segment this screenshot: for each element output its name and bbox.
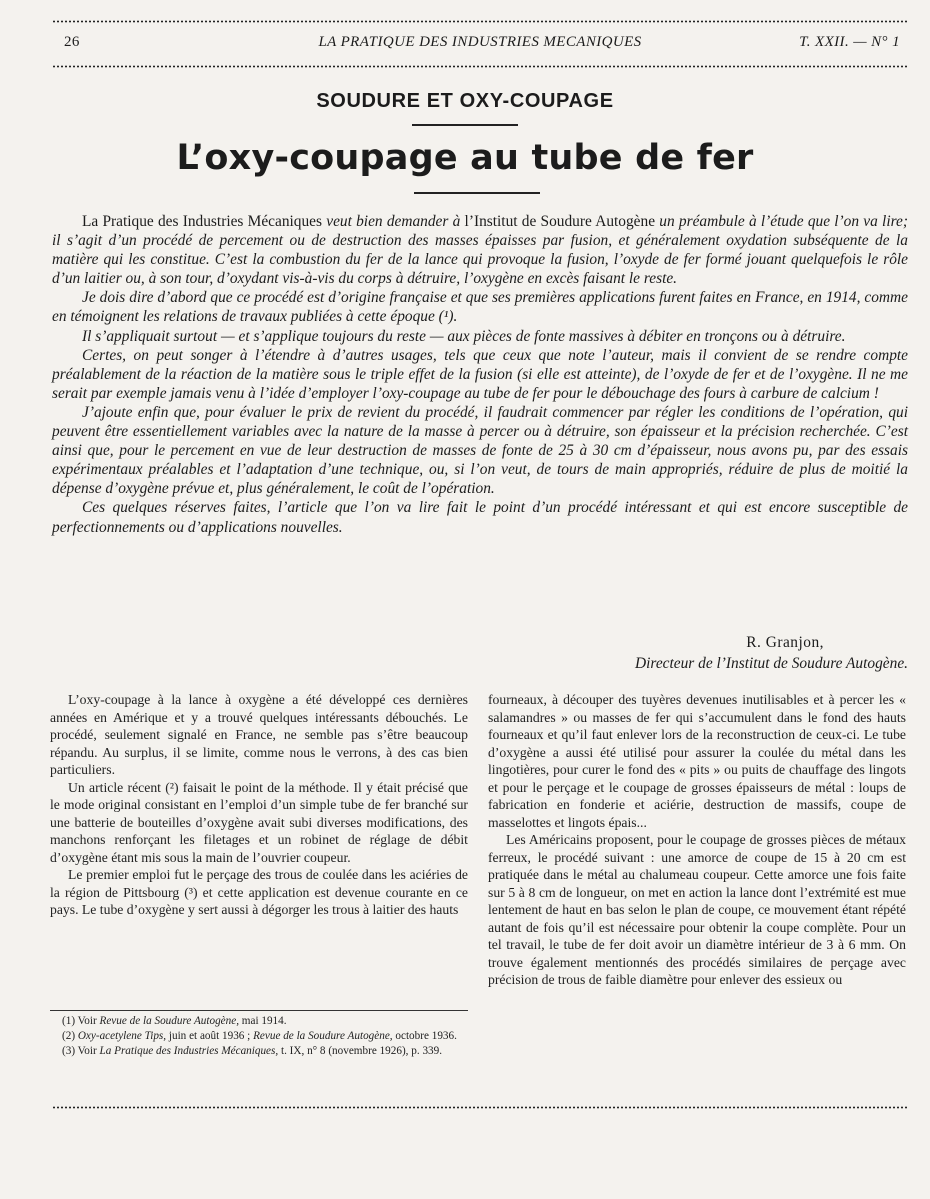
body-paragraph: Le premier emploi fut le perçage des trous de coulée dans les aciéries de la région de Pittsbourg (³) et cette application est devenue courante en ce pays. Le tube d’oxygène y sert aussi à dégorger les trous à laitier des hauts xyxy=(50,867,468,917)
section-heading: SOUDURE ET OXY-COUPAGE xyxy=(316,90,614,112)
preamble-paragraph: Je dois dire d’abord que ce procédé est d’origine française et que ses premières applications furent faites en France, en 1914, comme en témoignent les relations de travaux publiées à cette époque (¹). xyxy=(52,289,908,326)
footnote: (1) Voir Revue de la Soudure Autogène, mai 1914. xyxy=(62,1015,287,1027)
editorial-preamble xyxy=(52,212,908,537)
article-title: L’oxy-coupage au tube de fer xyxy=(176,138,754,178)
signature-role: Directeur de l’Institut de Soudure Autogène. xyxy=(635,655,908,672)
body-paragraph: L’oxy-coupage à la lance à oxygène a été développé ces dernières années en Amérique et y a trouvé quelques intéressants débouchés. Le procédé, seulement signalé en France, ne semble pas s’être beaucoup répandu. Au surplus, il se limite, comme nous le verrons, à des cas bien particuliers. xyxy=(50,692,468,777)
running-header xyxy=(52,34,908,56)
page-number: 26 xyxy=(64,34,80,50)
preamble-paragraph: Ces quelques réserves faites, l’article que l’on va lire fait le point d’un procédé intéressant et qui est encore susceptible de perfectionnements ou d’applications nouvelles. xyxy=(52,499,908,536)
preamble-paragraph: J’ajoute enfin que, pour évaluer le prix de revient du procédé, il faudrait commencer par régler les conditions de l’opération, qui peuvent être essentiellement variables avec la nature de la masse à percer ou à détruire, son épaisseur et la précision recherchée. C’est ainsi que, pour le percement en vue de leur destruction de masses de fonte de 25 à 30 cm d’épaisseur, nous avons pu, par des essais expérimentaux préalables et l’adaptation d’une technique, ou, si l’on veut, de tours de main appropriés, réduire de plus de moitié la dépense d’oxygène prévue et, plus généralement, le coût de l’opération. xyxy=(52,403,908,498)
footnote: (2) Oxy-acetylene Tips, juin et août 1936 ; Revue de la Soudure Autogène, octobre 1936. xyxy=(62,1030,457,1042)
title-divider xyxy=(414,192,540,194)
body-column-left xyxy=(50,691,468,919)
body-column-right xyxy=(488,691,906,989)
preamble-paragraph: Certes, on peut songer à l’étendre à d’autres usages, tels que ceux que note l’auteur, mais il convient de se rendre compte préalablement de la réaction de la matière sous le triple effet de la fusion (si elle est atteinte), de l’oxyde de fer et de l’oxygène. Il ne me serait par exemple jamais venu à l’idée d’employer l’oxy-coupage au tube de fer pour le débouchage des fours à carbure de calcium ! xyxy=(52,346,908,402)
preamble-paragraph: Il s’appliquait surtout — et s’applique toujours du reste — aux pièces de fonte massives à débiter en tronçons ou à détruire. xyxy=(82,327,846,345)
section-divider xyxy=(412,124,518,126)
header-dotted-rule xyxy=(52,65,908,68)
footnote-rule xyxy=(50,1010,468,1011)
signature-block xyxy=(488,632,908,674)
preamble-paragraph: La Pratique des Industries Mécaniques veut bien demander à l’Institut de Soudure Autogène un préambule à l’étude que l’on va lire; il s’agit d’un procédé de percement ou de destruction des masses épaisses par fusion, et généralement oxydation subséquente de la matière qui les constitue. C’est la combustion du fer de la lance qui provoque la fusion, l’oxyde de fer formé jouant quelquefois le rôle d’un laitier ou, à son tour, d’oxydant vis-à-vis du corps à détruire, l’oxygène en excès faisant le reste. xyxy=(52,213,908,288)
body-paragraph: Les Américains proposent, pour le coupage de grosses pièces de métaux ferreux, le procédé suivant : une amorce de coupe de 15 à 20 cm est pratiquée dans le métal au chalumeau coupeur. Cette amorce une fois faite sur 5 à 8 cm de longueur, on met en action la lance dont l’extrémité est mue lentement de haut en bas selon le plan de coupe, ce mouvement étant répété autant de fois qu’il est nécessaire pour obtenir la coupe complète. Pour un tel travail, le tube de fer doit avoir un diamètre intérieur de 3 à 6 mm. On trouve également mentionnés des procédés similaires de perçage avec précision de trous de faible diamètre pour enlever des essieux ou xyxy=(488,832,906,987)
volume-issue: T. XXII. — N° 1 xyxy=(799,34,900,50)
journal-title: LA PRATIQUE DES INDUSTRIES MECANIQUES xyxy=(318,34,642,50)
footnote: (3) Voir La Pratique des Industries Mécaniques, t. IX, n° 8 (novembre 1926), p. 339. xyxy=(62,1045,443,1057)
bottom-dotted-rule xyxy=(52,1106,908,1109)
body-paragraph: Un article récent (²) faisait le point de la méthode. Il y était précisé que le mode original consistant en l’emploi d’un simple tube de fer branché sur une batterie de bouteilles d’oxygène avait subi diverses modifications, des manchons renforçant les filetages et un robinet de réglage de débit d’oxygène étant mis sous la main de l’ouvrier coupeur. xyxy=(50,779,468,865)
footnotes xyxy=(50,1014,468,1059)
body-paragraph: fourneaux, à découper des tuyères devenues inutilisables et à percer les « salamandres » ou masses de fer qui s’accumulent dans le fond des hauts fourneaux et qu’il faut enlever lors de la reconstruction de ceux-ci. Le tube d’oxygène a aussi été utilisé pour assurer la coulée du métal dans les lingotières, pour curer le fond des « pits » ou puits de chauffage des lingots et pour le perçage et le coupage de grosses épaisseurs de métal : loups de fabrication en fonderie et aciérie, destruction de massifs, coupe de masselottes et lingots épais... xyxy=(488,692,906,830)
top-dotted-rule xyxy=(52,20,908,23)
signature-name: R. Granjon, xyxy=(746,634,824,651)
